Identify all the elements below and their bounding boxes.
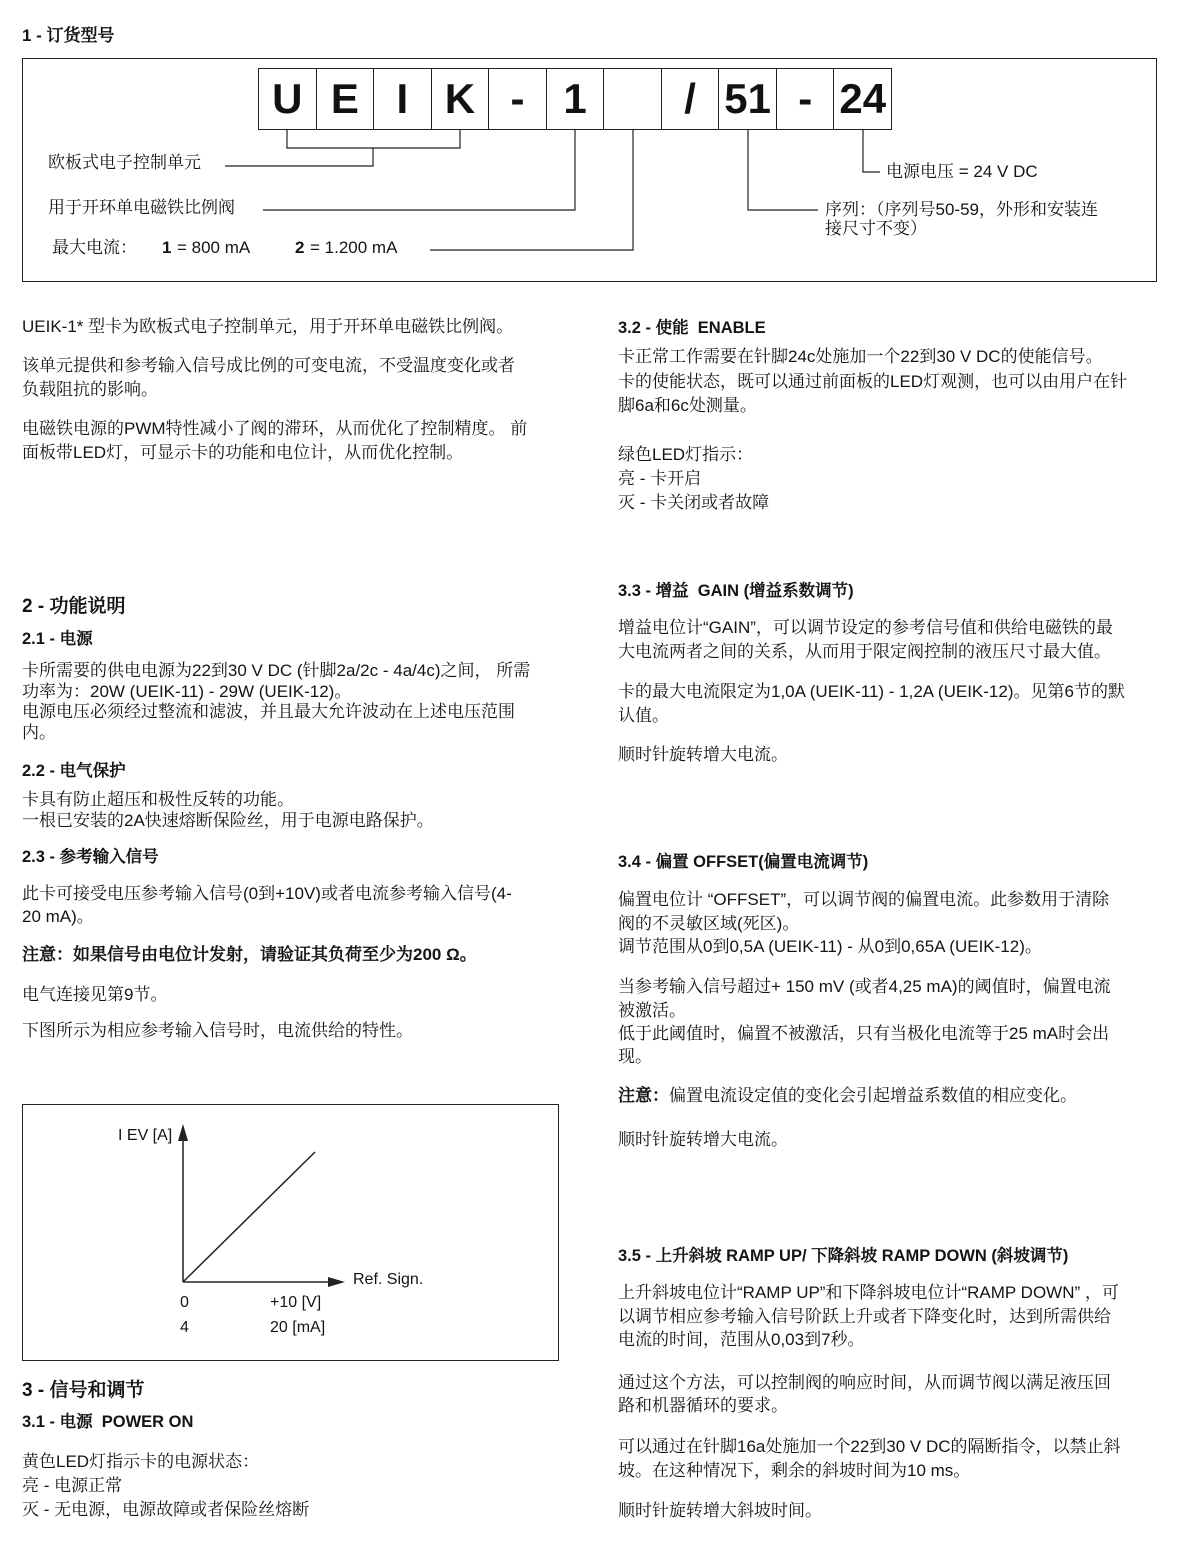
section-3-3-paragraph-2	[618, 680, 1125, 728]
note-text: 偏置电流设定值的变化会引起增益系数值的相应变化。	[669, 1086, 1077, 1105]
text-line: 路和机器循环的要求。	[618, 1395, 788, 1415]
section-3-3-paragraph-1	[618, 616, 1113, 664]
text-line: 现。	[618, 1047, 652, 1067]
text-line: 内。	[22, 723, 56, 743]
text-line: 偏置电位计 “OFFSET”，可以调节阀的偏置电流。此参数用于清除	[618, 890, 1110, 910]
text-line: 当参考输入信号超过+ 150 mV (或者4,25 mA)的阈值时，偏置电流	[618, 977, 1111, 997]
series-label-line: 序列：（序列号50-59，外形和安装连	[825, 200, 1098, 219]
x-tick-voltage-max: +10 [V]	[270, 1294, 322, 1311]
max-current-label: 最大电流：	[52, 238, 137, 257]
x-tick-voltage-min: 0	[180, 1294, 189, 1311]
text-line: 灭 - 无电源，电源故障或者保险丝熔断	[22, 1500, 310, 1519]
text-line: 电流的时间，范围从0,03到7秒。	[618, 1330, 865, 1350]
characteristic-line	[183, 1152, 315, 1282]
current-option-2-key: 2	[295, 238, 305, 257]
section-2-2-text	[22, 789, 434, 831]
code-cell-slash: /	[661, 69, 719, 129]
code-cell-e: E	[316, 69, 374, 129]
text-line: 以调节相应参考输入信号阶跃上升或者下降变化时，达到所需供给	[618, 1306, 1111, 1326]
text-line: 通过这个方法，可以控制阀的响应时间，从而调节阀以满足液压回	[618, 1372, 1111, 1392]
text-line: 被激活。	[618, 1000, 686, 1020]
section-3-4-heading: 3.4 - 偏置 OFFSET(偏置电流调节)	[618, 853, 869, 871]
text-line: 调节范围从0到0,5A (UEIK-11) - 从0到0,65A (UEIK-12)。	[618, 937, 1042, 957]
x-tick-current-max: 20 [mA]	[270, 1319, 326, 1336]
section-2-3-heading: 2.3 - 参考输入信号	[22, 848, 159, 866]
x-axis-arrow	[328, 1277, 345, 1287]
text-line: 该单元提供和参考输入信号成比例的可变电流，不受温度变化或者	[22, 356, 515, 375]
text-line: 卡所需要的供电电源为22到30 V DC (针脚2a/2c - 4a/4c)之间， 所需	[22, 661, 531, 680]
valve-label: 用于开环单电磁铁比例阀	[48, 198, 235, 217]
section-2-1-heading: 2.1 - 电源	[22, 630, 93, 648]
order-heading: 1 - 订货型号	[22, 26, 115, 45]
text-line: 卡具有防止超压和极性反转的功能。	[22, 789, 294, 809]
current-option-2-value: = 1.200 mA	[310, 238, 398, 257]
text-line: 一根已安装的2A快速熔断保险丝，用于电源电路保护。	[22, 810, 434, 830]
section-2-3-text	[22, 882, 512, 928]
text-line: 功率为：20W (UEIK-11) - 29W (UEIK-12)。	[22, 681, 352, 701]
x-tick-current-min: 4	[180, 1319, 189, 1336]
code-cell-dash-2: -	[776, 69, 834, 129]
section-2-2-heading: 2.2 - 电气保护	[22, 762, 126, 780]
section-3-heading: 3 - 信号和调节	[22, 1380, 145, 1401]
section-3-3-paragraph-3: 顺时针旋转增大电流。	[618, 745, 788, 764]
current-option-1-key: 1	[162, 238, 172, 257]
intro-paragraph-2	[22, 354, 515, 402]
text-line: 低于此阈值时，偏置不被激活，只有当极化电流等于25 mA时会出	[618, 1023, 1110, 1043]
order-code-row	[258, 68, 892, 130]
section-3-1-heading: 3.1 - 电源 POWER ON	[22, 1413, 194, 1431]
series-label	[825, 200, 1098, 238]
code-cell-series: 51	[718, 69, 776, 129]
text-line: 亮 - 电源正常	[22, 1476, 123, 1495]
section-3-5-heading: 3.5 - 上升斜坡 RAMP UP/ 下降斜坡 RAMP DOWN (斜坡调节)	[618, 1247, 1069, 1265]
section-2-1-text	[22, 661, 530, 744]
section-3-5-paragraph-4: 顺时针旋转增大斜坡时间。	[618, 1501, 822, 1520]
text-line: 认值。	[618, 706, 669, 725]
section-3-5-paragraph-3	[618, 1435, 1121, 1483]
section-3-1-text	[22, 1450, 309, 1522]
code-cell-dash-1: -	[488, 69, 546, 129]
text-line: 负载阻抗的影响。	[22, 380, 158, 399]
intro-paragraph-1	[22, 315, 513, 339]
y-axis-arrow	[178, 1124, 188, 1141]
section-2-heading: 2 - 功能说明	[22, 596, 126, 617]
text-line: 卡的使能状态，既可以通过前面板的LED灯观测，也可以由用户在针	[618, 371, 1128, 391]
text-line: 电源电压必须经过整流和滤波，并且最大允许波动在上述电压范围	[22, 702, 515, 722]
code-cell-current-option	[603, 69, 661, 129]
text-line: UEIK-1* 型卡为欧板式电子控制单元，用于开环单电磁铁比例阀。	[22, 317, 514, 336]
text-line: 亮 - 卡开启	[618, 469, 702, 488]
section-3-5-paragraph-1	[618, 1281, 1119, 1352]
section-2-3-note: 注意：如果信号由电位计发射，请验证其负荷至少为200 Ω。	[22, 945, 477, 964]
section-3-2-text	[618, 345, 1127, 419]
supply-voltage-label: 电源电压 = 24 V DC	[886, 162, 1038, 181]
text-line: 卡的最大电流限定为1,0A (UEIK-11) - 1,2A (UEIK-12)。见第6节的默	[618, 682, 1125, 701]
text-line: 电磁铁电源的PWM特性减小了阀的滞环，从而优化了控制精度。 前	[22, 419, 528, 438]
code-cell-voltage: 24	[833, 69, 891, 129]
section-3-4-paragraph-1	[618, 888, 1109, 959]
graph-caption: 下图所示为相应参考输入信号时，电流供给的特性。	[22, 1021, 413, 1040]
section-3-4-paragraph-3: 顺时针旋转增大电流。	[618, 1130, 788, 1149]
section-3-2-heading: 3.2 - 使能 ENABLE	[618, 319, 766, 337]
text-line: 20 mA)。	[22, 906, 94, 926]
code-cell-u: U	[272, 75, 303, 122]
text-line: 面板带LED灯，可显示卡的功能和电位计，从而优化控制。	[22, 443, 464, 462]
y-axis-label: I EV [A]	[118, 1127, 173, 1144]
text-line: 脚6a和6c处测量。	[618, 396, 757, 415]
text-line: 大电流两者之间的关系，从而用于限定阀控制的液压尺寸最大值。	[618, 642, 1111, 661]
text-line: 黄色LED灯指示卡的电源状态：	[22, 1452, 260, 1471]
text-line: 可以通过在针脚16a处施加一个22到30 V DC的隔断指令，以禁止斜	[618, 1437, 1121, 1456]
characteristic-graph	[22, 1104, 559, 1361]
section-3-2-led	[618, 443, 769, 515]
section-3-3-heading: 3.3 - 增益 GAIN (增益系数调节)	[618, 582, 854, 600]
series-label-line: 接尺寸不变）	[825, 219, 927, 238]
connection-reference: 电气连接见第9节。	[22, 985, 168, 1004]
intro-paragraph-3	[22, 417, 527, 465]
text-line: 阀的不灵敏区域(死区)。	[618, 913, 800, 933]
section-3-5-paragraph-2	[618, 1371, 1111, 1417]
note-label: 注意：	[618, 1086, 669, 1105]
text-line: 坡。在这种情况下，剩余的斜坡时间为10 ms。	[618, 1461, 971, 1480]
section-3-4-paragraph-2	[618, 975, 1111, 1068]
code-cell-i: I	[373, 69, 431, 129]
text-line: 增益电位计“GAIN”，可以调节设定的参考信号值和供给电磁铁的最	[618, 618, 1113, 637]
text-line: 此卡可接受电压参考输入信号(0到+10V)或者电流参考输入信号(4-	[22, 883, 512, 903]
code-cell-type: 1	[546, 69, 604, 129]
section-3-4-note	[618, 1085, 1077, 1107]
text-line: 灭 - 卡关闭或者故障	[618, 493, 770, 512]
text-line: 上升斜坡电位计“RAMP UP”和下降斜坡电位计“RAMP DOWN” ，可	[618, 1283, 1119, 1303]
x-axis-label: Ref. Sign.	[353, 1271, 424, 1288]
text-line: 绿色LED灯指示：	[618, 445, 754, 464]
text-line: 卡正常工作需要在针脚24c处施加一个22到30 V DC的使能信号。	[618, 347, 1103, 366]
unit-label: 欧板式电子控制单元	[48, 153, 201, 172]
current-option-1-value: = 800 mA	[177, 238, 251, 257]
code-cell-k: K	[431, 69, 489, 129]
